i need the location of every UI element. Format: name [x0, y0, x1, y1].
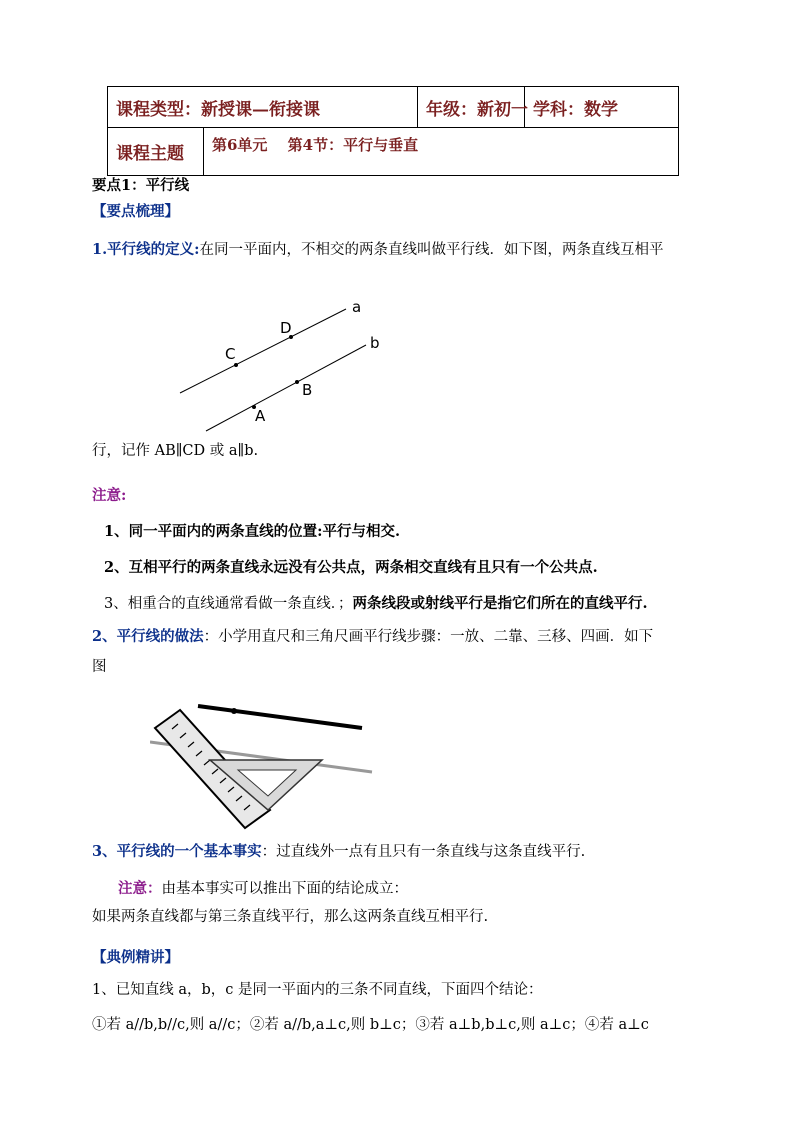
topic-value-cell: 第6单元 第4节：平行与垂直 — [204, 128, 679, 176]
note-1: 1、同一平面内的两条直线的位置:平行与相交. — [104, 523, 400, 540]
fact-note-text: 由基本事实可以推出下面的结论成立： — [161, 881, 408, 897]
fact-line — [92, 842, 585, 862]
method-continuation: 图 — [92, 659, 107, 675]
definition-text: 在同一平面内，不相交的两条直线叫做平行线．如下图，两条直线互相平 — [199, 242, 664, 258]
label-d: D — [280, 319, 292, 337]
course-info-table — [107, 86, 679, 176]
question-1-items: ①若 a//b,b//c,则 a//c；②若 a//b,a⊥c,则 b⊥c；③若 a⊥b,b⊥c,则 a⊥c；④若 a⊥c — [92, 1017, 649, 1033]
note-2: 2、互相平行的两条直线永远没有公共点，两条相交直线有且只有一个公共点. — [104, 559, 598, 576]
course-type-cell: 课程类型：新授课—衔接课 — [108, 87, 418, 128]
point-b — [295, 380, 299, 384]
method-text: ：小学用直尺和三角尺画平行线步骤：一放、二靠、三移、四画．如下 — [203, 629, 654, 645]
method-label: 2、平行线的做法 — [92, 628, 204, 645]
subject-cell: 学科：数学 — [525, 87, 679, 128]
note-3-normal: 3、相重合的直线通常看做一条直线．； — [104, 596, 353, 612]
grade-cell: 年级：新初一 — [418, 87, 525, 128]
section-title: 要点1：平行线 — [92, 177, 190, 194]
point-marker — [231, 708, 237, 714]
fact-conclusion: 如果两条直线都与第三条直线平行，那么这两条直线互相平行. — [92, 909, 489, 925]
definition-continuation: 行，记作 AB∥CD 或 a∥b. — [92, 443, 259, 459]
question-1-intro: 1、已知直线 a，b，c 是同一平面内的三条不同直线，下面四个结论： — [92, 982, 543, 998]
ruler-setsquare-figure — [150, 700, 380, 835]
method-line — [92, 627, 653, 647]
fact-note-label: 注意： — [118, 880, 162, 897]
label-b: b — [370, 334, 380, 352]
label-c: C — [225, 345, 236, 363]
label-a: a — [352, 298, 362, 316]
label-B: B — [302, 381, 313, 399]
summary-heading: 【要点梳理】 — [92, 203, 179, 220]
fact-note-line — [118, 879, 408, 899]
definition-label: 1.平行线的定义: — [92, 241, 200, 258]
examples-heading: 【典例精讲】 — [92, 949, 179, 966]
drawn-line — [198, 706, 362, 728]
parallel-lines-figure — [170, 295, 400, 435]
line-a — [180, 309, 346, 393]
fact-text: ：过直线外一点有且只有一条直线与这条直线平行. — [261, 844, 586, 860]
note-label: 注意: — [92, 487, 127, 504]
note-3 — [104, 594, 648, 614]
point-c — [234, 363, 238, 367]
fact-label: 3、平行线的一个基本事实 — [92, 843, 262, 860]
note-3-bold: 两条线段或射线平行是指它们所在的直线平行. — [352, 595, 648, 612]
definition-line — [92, 240, 664, 260]
label-A: A — [255, 407, 266, 425]
topic-label-cell: 课程主题 — [108, 128, 204, 176]
